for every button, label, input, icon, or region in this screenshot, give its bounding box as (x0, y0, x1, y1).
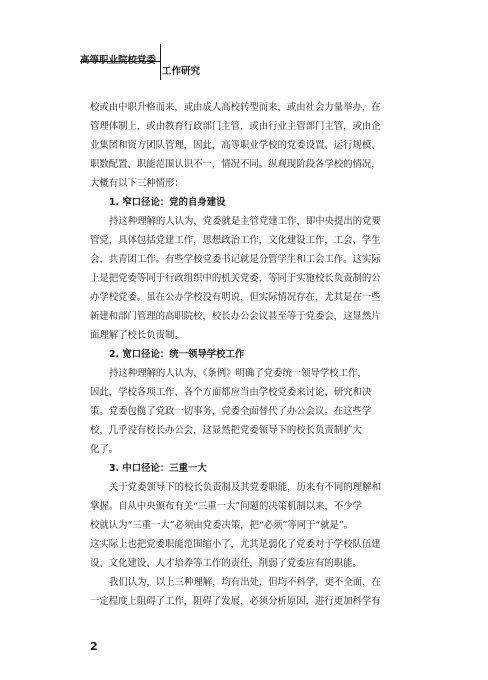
section-2-paragraph (90, 364, 412, 459)
section-heading-1: 1. 窄口径论：党的自身建设 (109, 197, 226, 208)
text-line: 大概有以下三种情形： (90, 178, 184, 189)
page-number: 2 (90, 640, 98, 653)
text-line: 我们认为，以上三种理解，均有出处，但均不科学，更不全面，在 (109, 577, 381, 588)
text-line: 设、文化建设、人才培养等工作的责任，削弱了党委应有的职能。 (90, 558, 362, 569)
text-line: 校或由中职升格而来，或由成人高校转型而来，或由社会力量举办，在 (90, 102, 381, 113)
text-line: 这实际上也把党委职能范围缩小了，尤其是弱化了党委对于学校队伍建 (90, 539, 381, 550)
text-line: 职数配置、职能范围认识不一，情况不同。纵观现阶段各学校的情况， (90, 159, 381, 170)
text-line: 一定程度上阻碍了工作，阻碍了发展，必须分析原因，进行更加科学有 (90, 596, 381, 607)
text-line: 业集团和资方团队管理，因此，高等职业学校的党委设置、运行规模、 (90, 140, 381, 151)
intro-paragraph (90, 98, 412, 193)
text-line: 会、共青团工作。有些学校党委书记就是分管学生和工会工作。这实际 (90, 254, 381, 265)
header-title: 高等职业院校党委 (80, 55, 157, 66)
text-line: 策。党委包揽了党政一切事务，党委全面替代了办公会议。在这些学 (90, 406, 372, 417)
running-header (0, 0, 488, 82)
section-heading-2: 2. 宽口径论：统一领导学校工作 (109, 349, 245, 360)
text-line: 管理体制上，或由教育行政部门主管，或由行业主管部门主管，或由企 (90, 121, 381, 132)
header-subtitle: 工作研究 (162, 66, 201, 77)
closing-paragraph (90, 573, 412, 611)
text-line: 持这种理解的人认为，党委就是主管党建工作，即中央提出的党要 (109, 216, 381, 227)
text-line: 校就认为“三重一大”必须由党委决策，把“必须”等同于“就是”。 (90, 520, 354, 531)
text-line: 管党，具体包括党建工作，思想政治工作，文化建设工作，工会、学生 (90, 235, 381, 246)
text-line: 持这种理解的人认为，《条例》明确了党委统一领导学校工作， (109, 368, 367, 379)
text-line: 办学校党委。虽在公办学校没有明说，但实际情况存在，尤其是在一些 (90, 292, 381, 303)
text-line: 上是把党委等同于行政组织中的机关党委，等同于实施校长负责制的公 (90, 273, 381, 284)
text-line: 面理解了校长负责制。 (90, 330, 184, 341)
section-heading-3: 3. 中口径论：三重一大 (109, 463, 207, 474)
section-3-paragraph (90, 478, 412, 573)
text-line: 关于党委领导下的校长负责制及其党委职能，历来有不同的理解和 (109, 482, 381, 493)
text-line: 因此，学校各项工作、各个方面都应当由学校党委来讨论、研究和决 (90, 387, 372, 398)
text-line: 校，几乎没有校长办公会，这显然把党委领导下的校长负责制扩大 (90, 425, 362, 436)
text-line: 化了。 (90, 444, 119, 455)
page-body (90, 98, 412, 611)
header-vertical-rule (160, 44, 161, 80)
text-line: 新建和部门管理的高职院校，校长办公会议甚至等于党委会，这显然片 (90, 311, 381, 322)
text-line: 掌握。自从中央颁布有关“三重一大”问题的决策机制以来，不少学 (90, 501, 363, 512)
section-1-paragraph (90, 212, 412, 345)
